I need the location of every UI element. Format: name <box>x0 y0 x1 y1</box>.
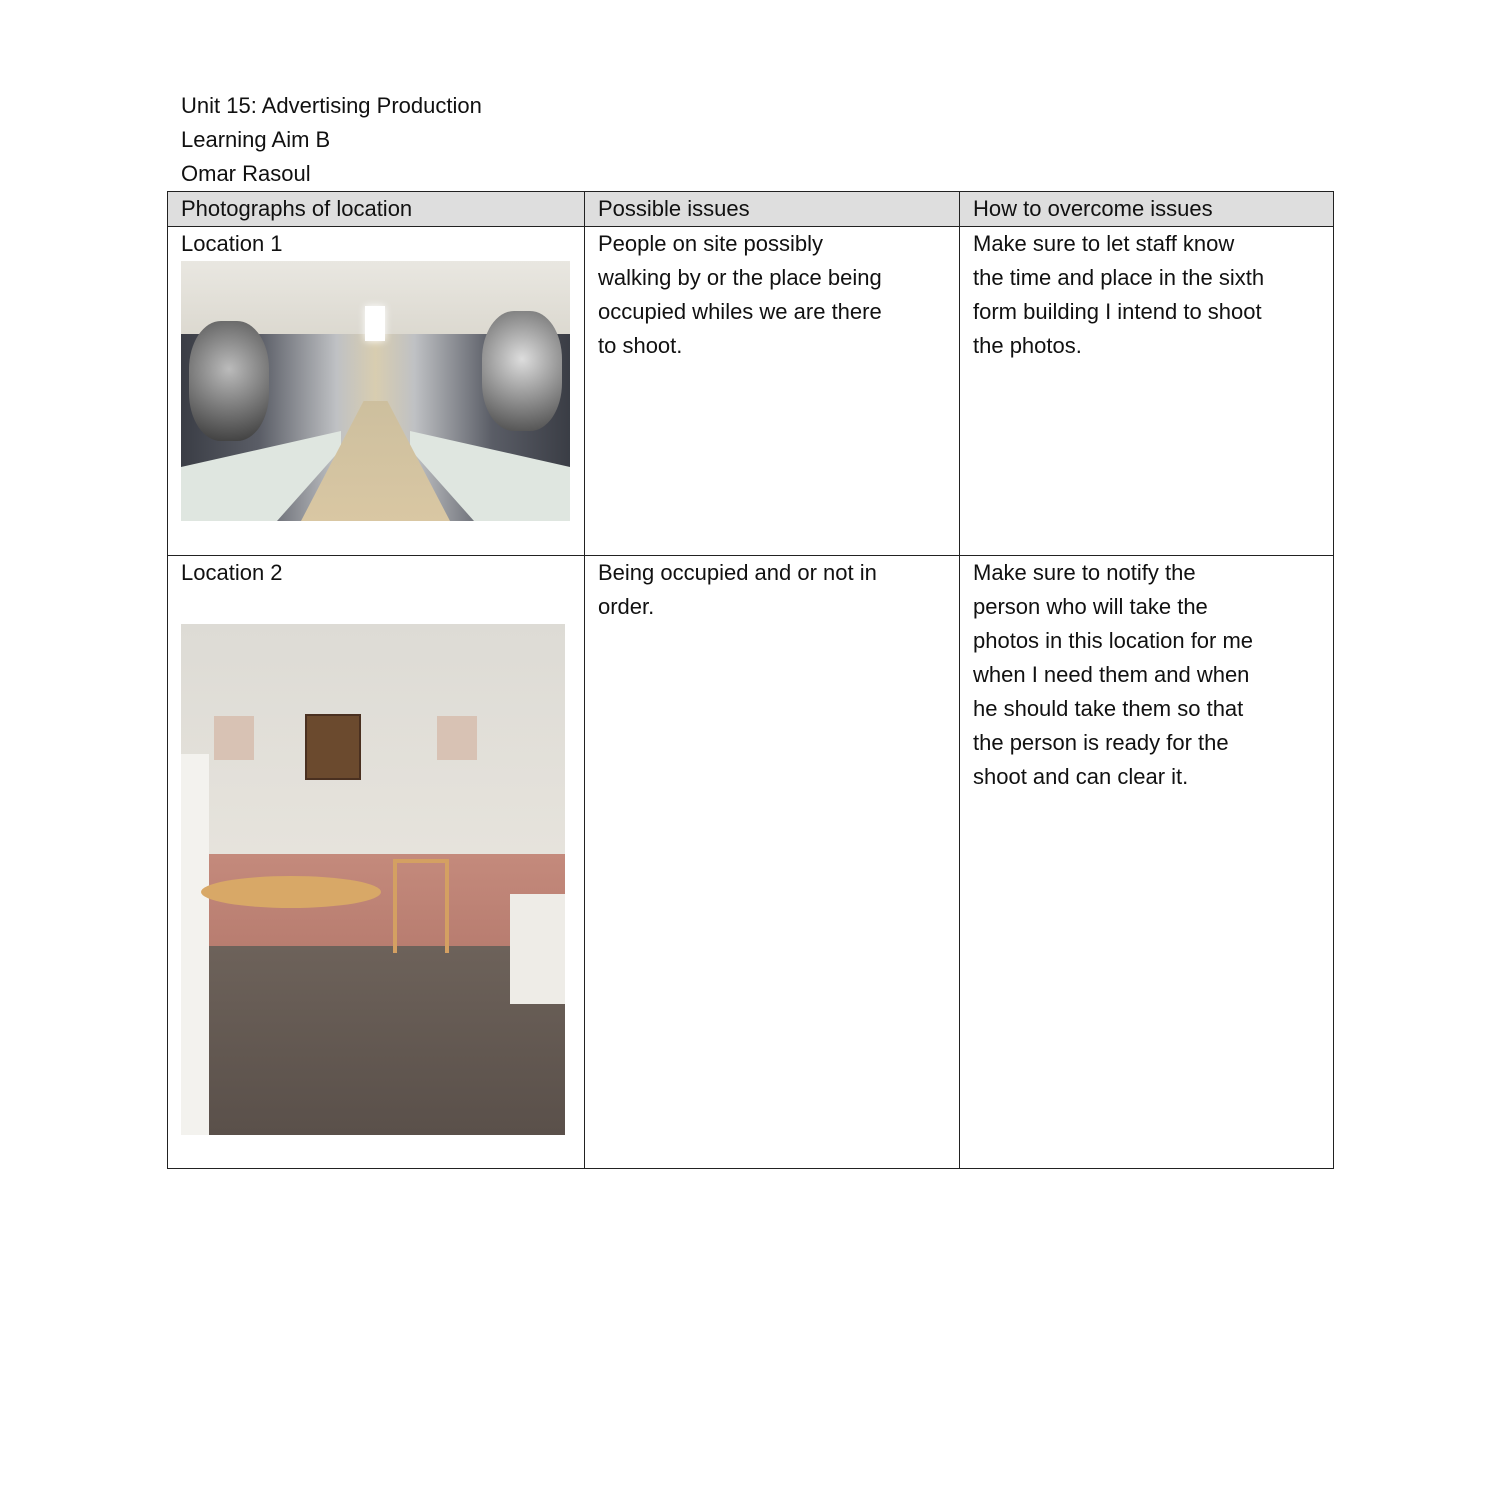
text-line: shoot and can clear it. <box>973 764 1189 789</box>
column-header-issues: Possible issues <box>585 192 960 227</box>
column-header-solutions: How to overcome issues <box>960 192 1334 227</box>
text-line: Make sure to notify the <box>973 560 1196 585</box>
table-header-row <box>168 192 1334 227</box>
learning-aim: Learning Aim B <box>181 127 331 152</box>
location-label: Location 1 <box>181 231 283 256</box>
photo-cell <box>168 556 585 1169</box>
text-line: photos in this location for me <box>973 628 1254 653</box>
text-line: walking by or the place being <box>598 265 882 290</box>
column-header-photographs: Photographs of location <box>168 192 585 227</box>
table-row <box>168 227 1334 556</box>
text-line: Make sure to let staff know <box>973 231 1235 256</box>
solutions-cell <box>960 227 1334 556</box>
dining-room-photo <box>181 624 565 1135</box>
issues-cell <box>585 556 960 1169</box>
author-name: Omar Rasoul <box>181 161 311 186</box>
unit-title: Unit 15: Advertising Production <box>181 93 482 118</box>
corridor-photo <box>181 261 570 521</box>
text-line: when I need them and when <box>973 662 1250 687</box>
issues-cell <box>585 227 960 556</box>
text-line: the photos. <box>973 333 1082 358</box>
text-line: People on site possibly <box>598 231 824 256</box>
location-table <box>167 191 1334 1169</box>
text-line: Being occupied and or not in <box>598 560 877 585</box>
table-row <box>168 556 1334 1169</box>
solutions-cell <box>960 556 1334 1169</box>
text-line: order. <box>598 594 655 619</box>
text-line: to shoot. <box>598 333 683 358</box>
text-line: he should take them so that <box>973 696 1244 721</box>
text-line: occupied whiles we are there <box>598 299 882 324</box>
text-line: form building I intend to shoot <box>973 299 1262 324</box>
text-line: person who will take the <box>973 594 1208 619</box>
text-line: the person is ready for the <box>973 730 1229 755</box>
location-label: Location 2 <box>181 560 283 585</box>
text-line: the time and place in the sixth <box>973 265 1265 290</box>
photo-cell <box>168 227 585 556</box>
